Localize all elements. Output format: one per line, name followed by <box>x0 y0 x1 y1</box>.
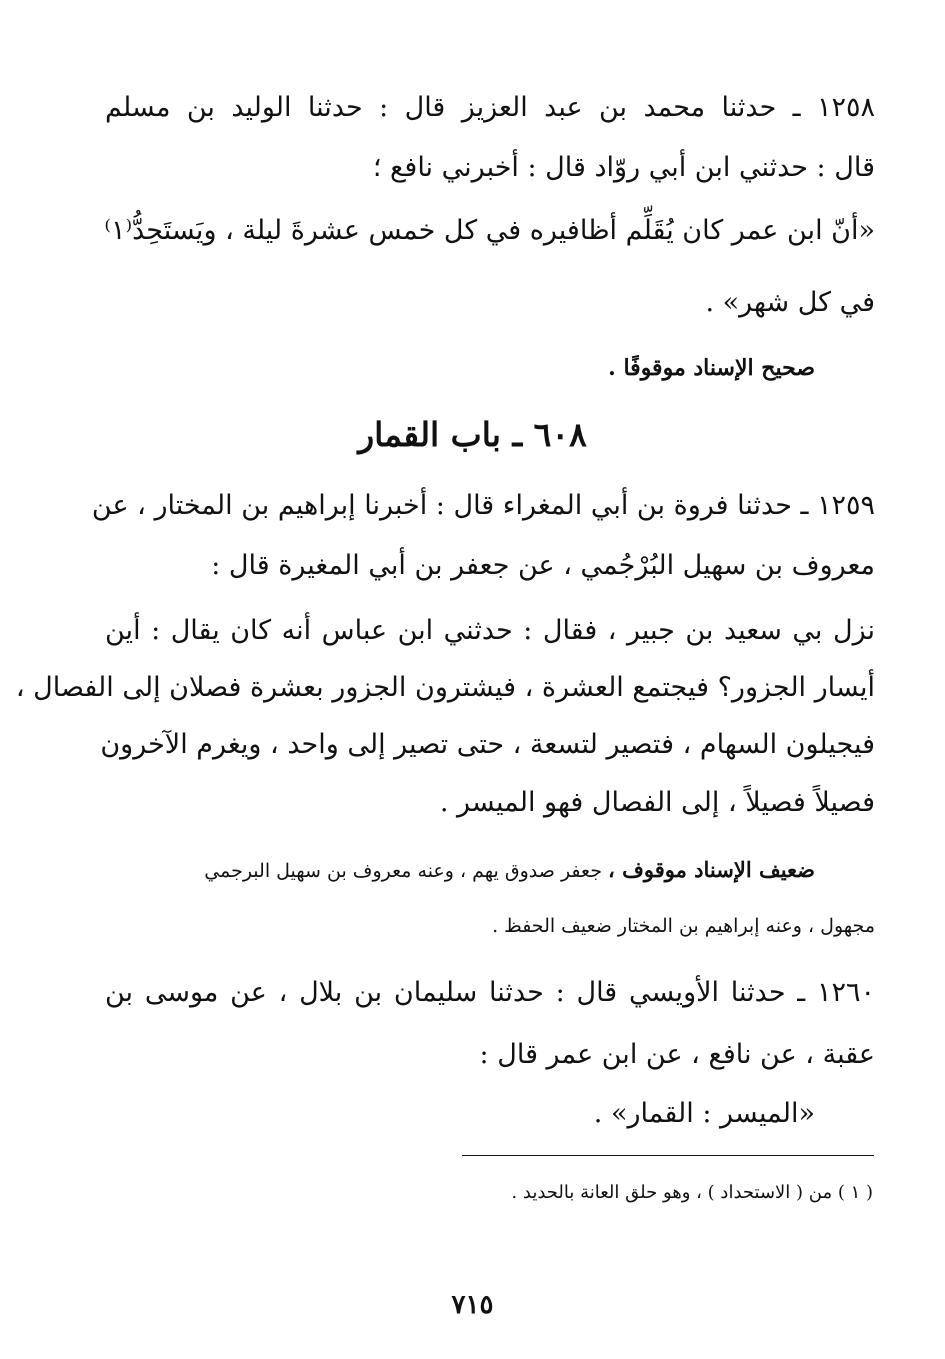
page-number: ٧١٥ <box>451 1290 494 1320</box>
grading-1259-comment: جعفر صدوق يهم ، وعنه معروف بن سهيل البرجمي <box>204 860 608 882</box>
hadith-1260-line-2: عقبة ، عن نافع ، عن ابن عمر قال : <box>479 1039 875 1070</box>
hadith-1258-line-1: ١٢٥٨ ـ حدثنا محمد بن عبد العزيز قال : حدثنا الوليد بن مسلم <box>105 92 875 123</box>
grading-1259-line-2: مجهول ، وعنه إبراهيم بن المختار ضعيف الحفظ . <box>492 915 875 937</box>
grading-1259-line-1 <box>105 856 815 885</box>
hadith-1260-line-3: «الميسر : القمار» . <box>593 1098 815 1129</box>
chapter-heading: ٦٠٨ ـ باب القمار <box>358 415 587 454</box>
hadith-1260-line-1: ١٢٦٠ ـ حدثنا الأويسي قال : حدثنا سليمان بن بلال ، عن موسى بن <box>105 977 875 1008</box>
hadith-1259-line-1: ١٢٥٩ ـ حدثنا فروة بن أبي المغراء قال : أخبرنا إبراهيم بن المختار ، عن <box>91 490 875 521</box>
hadith-1259-line-4: أيسار الجزور؟ فيجتمع العشرة ، فيشترون الجزور بعشرة فصلان إلى الفصال ، <box>15 672 875 703</box>
hadith-1259-line-6: فصيلاً فصيلاً ، إلى الفصال فهو الميسر . <box>439 787 875 818</box>
hadith-1258-line-3: «أنّ ابن عمر كان يُقَلِّم أظافيره في كل خمس عشرةَ ليلة ، ويَستَحِدُّ⁽١⁾ <box>104 215 875 246</box>
hadith-1258-line-4: في كل شهر» . <box>705 287 875 318</box>
hadith-1259-line-3: نزل بي سعيد بن جبير ، فقال : حدثني ابن عباس أنه كان يقال : أين <box>105 615 875 646</box>
hadith-1259-line-5: فيجيلون السهام ، فتصير لتسعة ، حتى تصير إلى واحد ، ويغرم الآخرون <box>100 729 875 760</box>
hadith-1259-line-2: معروف بن سهيل البُرْجُمي ، عن جعفر بن أبي المغيرة قال : <box>211 550 875 581</box>
footnote-separator <box>462 1155 874 1156</box>
grading-1258: صحيح الإسناد موقوفًا . <box>608 355 815 381</box>
grading-1259-verdict: ضعيف الإسناد موقوف ، <box>608 857 815 882</box>
hadith-1258-line-2: قال : حدثني ابن أبي روّاد قال : أخبرني نافع ؛ <box>372 152 875 183</box>
footnote-1: ( ١ ) من ( الاستحداد ) ، وهو حلق العانة بالحديد . <box>511 1182 873 1203</box>
